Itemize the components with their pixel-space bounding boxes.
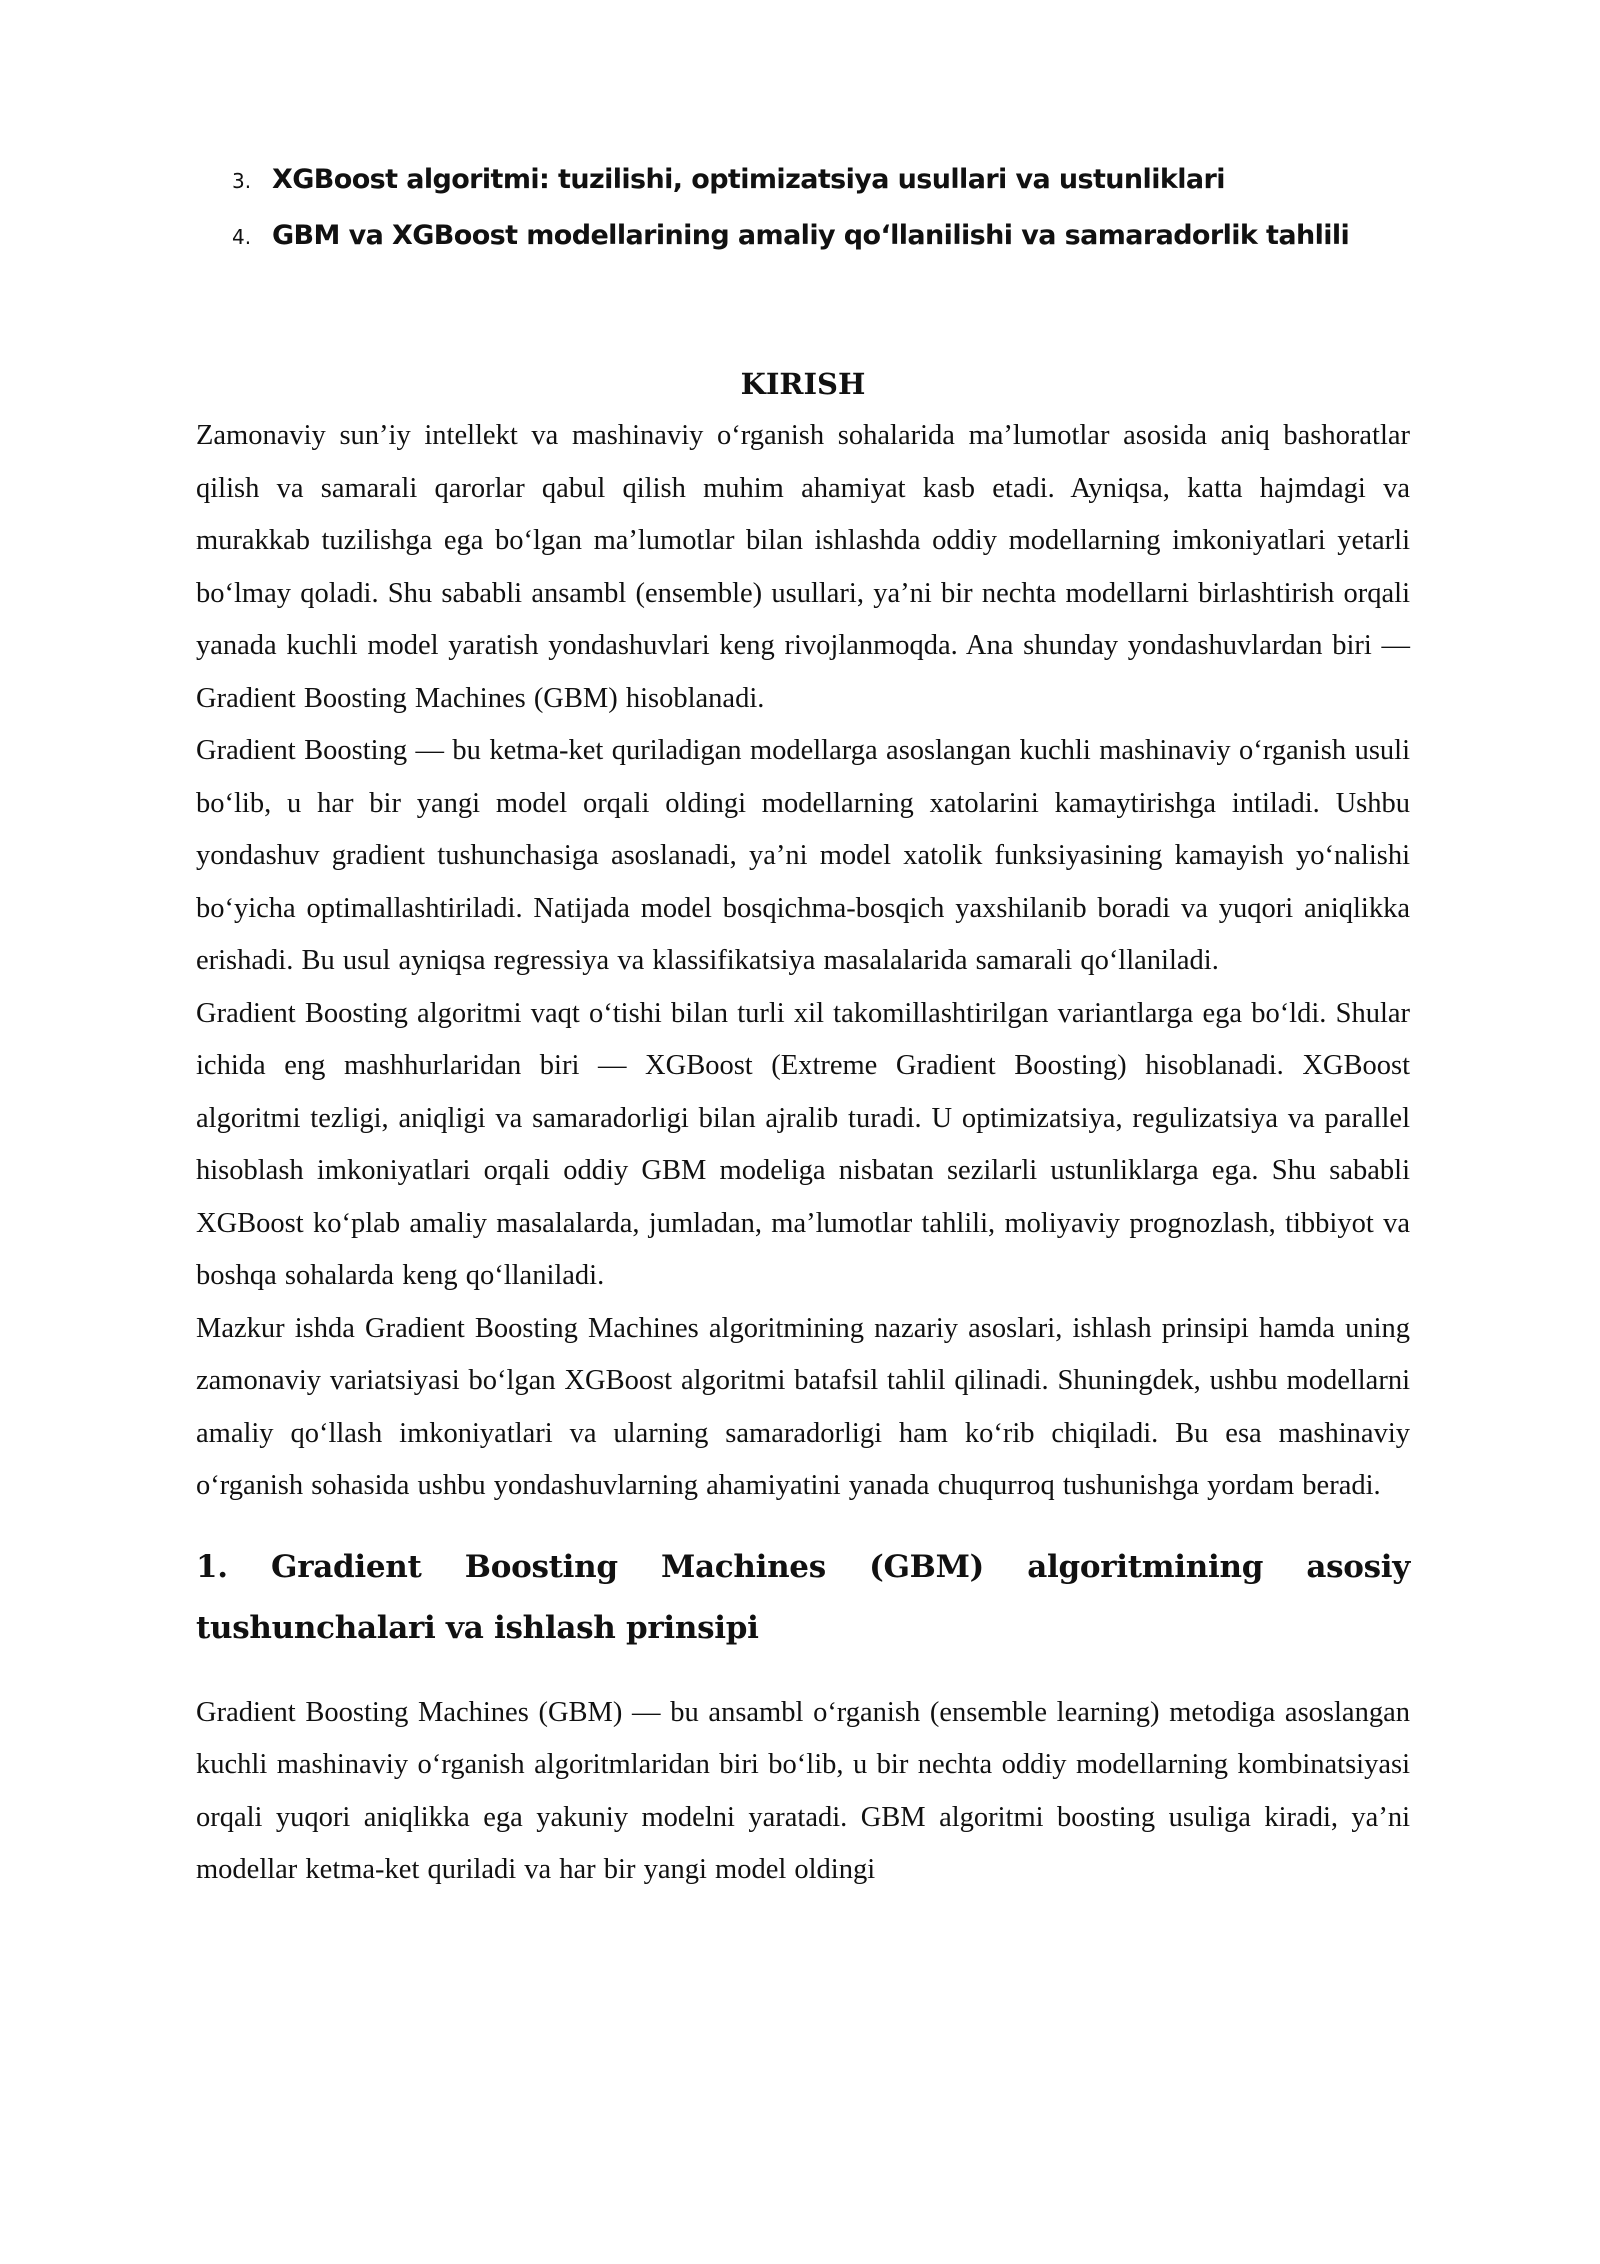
- toc-item-number: 4.: [232, 225, 252, 249]
- toc-item: [232, 152, 1412, 208]
- section-1-paragraph: Gradient Boosting Machines (GBM) — bu ansambl o‘rganish (ensemble learning) metodiga asoslangan kuchli mashinaviy o‘rganish algoritmlaridan biri bo‘lib, u bir nechta oddiy modellarning kombinatsiyasi orqali yuqori aniqlikka ega yakuniy modelni yaratadi. GBM algoritmi boosting usuliga kiradi, ya’ni modellar ketma-ket quriladi va har bir yangi model oldingi: [196, 1696, 1410, 1885]
- intro-paragraph: Mazkur ishda Gradient Boosting Machines algoritmining nazariy asoslari, ishlash prinsipi hamda uning zamonaviy variatsiyasi bo‘lgan XGBoost algoritmi batafsil tahlil qilinadi. Shuningdek, ushbu modellarni amaliy qo‘llash imkoniyatlari va ularning samaradorligi ham ko‘rib chiqiladi. Bu esa mashinaviy o‘rganish sohasida ushbu yondashuvlarning ahamiyatini yanada chuqurroq tushunishga yordam beradi.: [196, 1312, 1410, 1501]
- intro-paragraph: Gradient Boosting algoritmi vaqt o‘tishi bilan turli xil takomillashtirilgan variantlarga ega bo‘ldi. Shular ichida eng mashhurlaridan biri — XGBoost (Extreme Gradient Boosting) hisoblanadi. XGBoost algoritmi tezligi, aniqligi va samaradorligi bilan ajralib turadi. U optimizatsiya, regulizatsiya va parallel hisoblash imkoniyatlari orqali oddiy GBM modeliga nisbatan sezilarli ustunliklarga ega. Shu sababli XGBoost ko‘plab amaliy masalalarda, jumladan, ma’lumotlar tahlili, moliyaviy prognozlash, tibbiyot va boshqa sohalarda keng qo‘llaniladi.: [196, 997, 1410, 1291]
- intro-paragraph: Gradient Boosting — bu ketma-ket quriladigan modellarga asoslangan kuchli mashinaviy o‘rganish usuli bo‘lib, u har bir yangi model orqali oldingi modellarning xatolarini kamaytirishga intiladi. Ushbu yondashuv gradient tushunchasiga asoslanadi, ya’ni model xatolik funksiyasining kamayish yo‘nalishi bo‘yicha optimallashtiriladi. Natijada model bosqichma-bosqich yaxshilanib boradi va yuqori aniqlikka erishadi. Bu usul ayniqsa regressiya va klassifikatsiya masalalarida samarali qo‘llaniladi.: [196, 735, 1410, 976]
- toc-item-number: 3.: [232, 169, 252, 193]
- toc-item: [232, 208, 1412, 264]
- section-1-heading: 1. Gradient Boosting Machines (GBM) algoritmining asosiy tushunchalari va ishlash prinsipi: [196, 1548, 1410, 1646]
- intro-title: KIRISH: [740, 367, 866, 401]
- table-of-contents: [232, 152, 1412, 264]
- toc-item-text: XGBoost algoritmi: tuzilishi, optimizatsiya usullari va ustunliklari: [272, 164, 1225, 195]
- intro-paragraph: Zamonaviy sun’iy intellekt va mashinaviy o‘rganish sohalarida ma’lumotlar asosida aniq bashoratlar qilish va samarali qarorlar qabul qilish muhim ahamiyat kasb etadi. Ayniqsa, katta hajmdagi va murakkab tuzilishga ega bo‘lgan ma’lumotlar bilan ishlashda oddiy modellarning imkoniyatlari yetarli bo‘lmay qoladi. Shu sababli ansambl (ensemble) usullari, ya’ni bir nechta modellarni birlashtirish orqali yanada kuchli model yaratish yondashuvlari keng rivojlanmoqda. Ana shunday yondashuvlardan biri — Gradient Boosting Machines (GBM) hisoblanadi.: [196, 420, 1410, 714]
- toc-item-text: GBM va XGBoost modellarining amaliy qo‘llanilishi va samaradorlik tahlili: [272, 220, 1350, 251]
- document-body: [196, 358, 1410, 1897]
